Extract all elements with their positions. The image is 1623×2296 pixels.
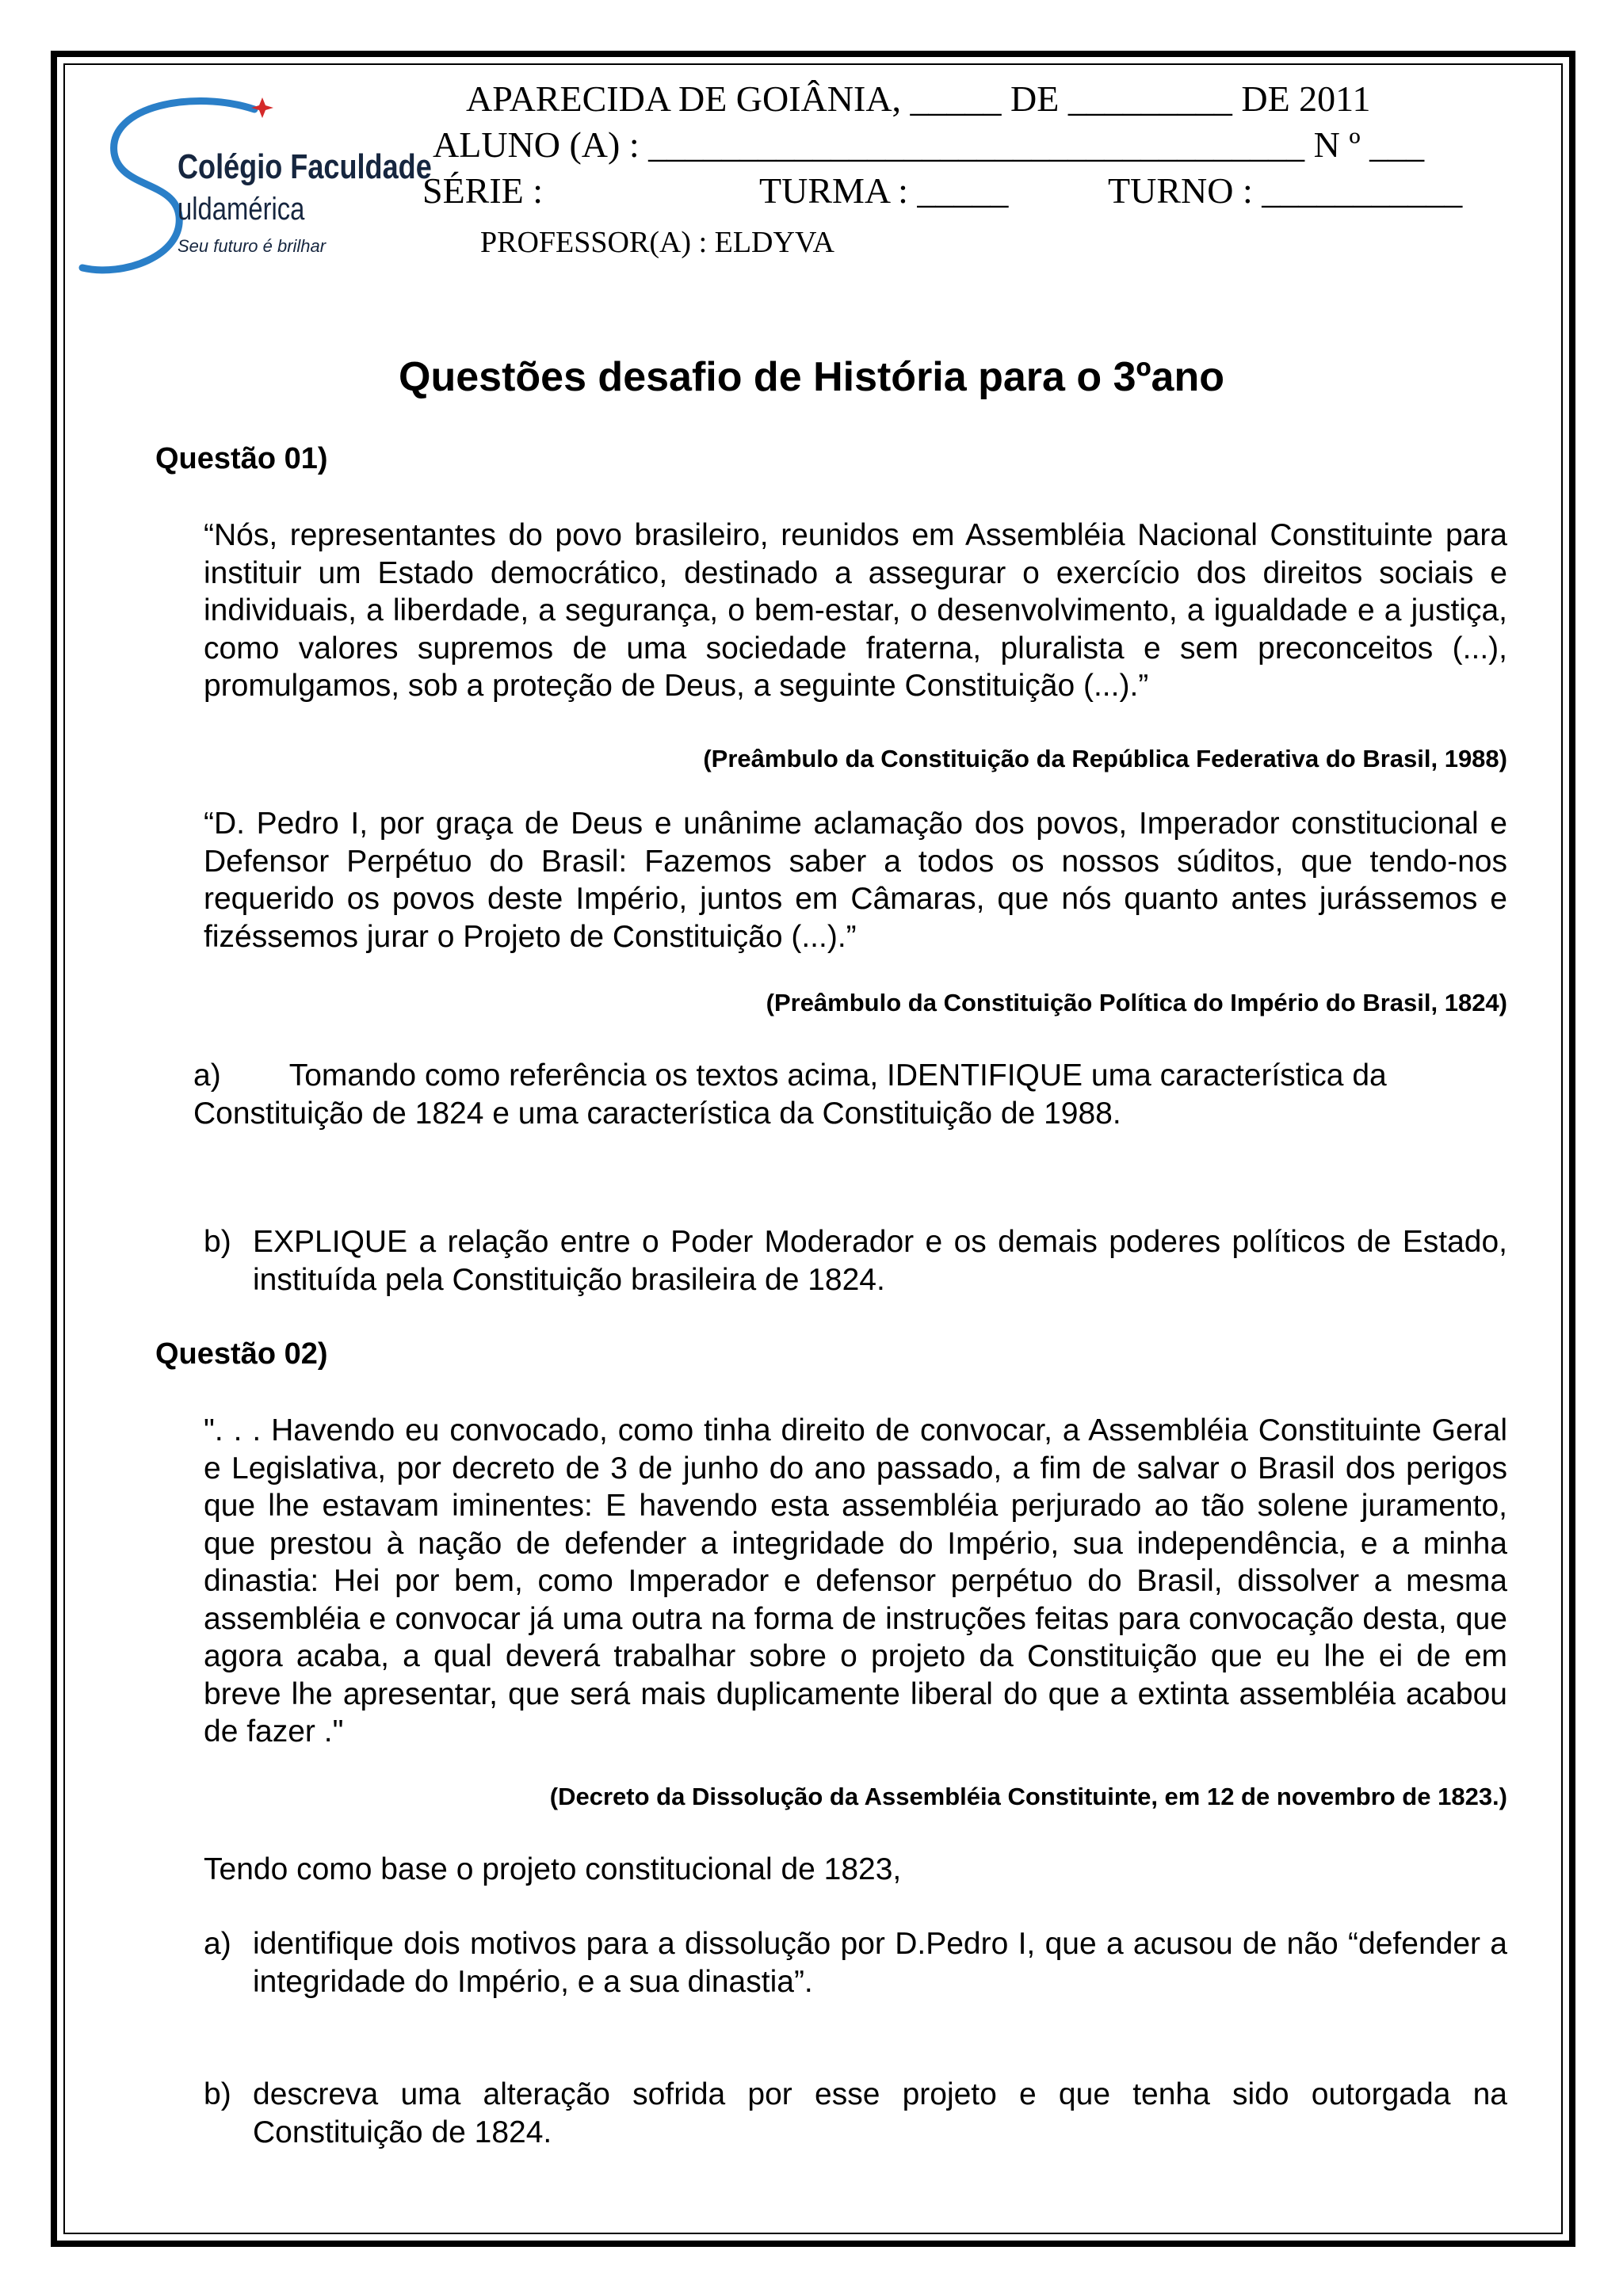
header-professor: PROFESSOR(A) : ELDYVA xyxy=(480,226,834,259)
logo-star-icon xyxy=(251,97,273,118)
question-02-heading: Questão 02) xyxy=(155,1337,328,1371)
logo-tagline: Seu futuro é brilhar xyxy=(178,236,327,256)
question-01-quote-1: “Nós, representantes do povo brasileiro, reunidos em Assembléia Nacional Constituinte para instituir um Estado democrático, destinado a assegurar o exercício dos direitos sociais e individuais, a liberdade, a segurança, o bem-estar, o desenvolvimento, a igualdade e a justiça, como valores supremos de uma sociedade fraterna, pluralista e sem preconceitos (...), promulgamos, sob a proteção de Deus, a seguinte Constituição (...).” xyxy=(204,518,1507,703)
item-text: identifique dois motivos para a dissolução por D.Pedro I, que a acusou de não “defender a integridade do Império, e a sua dinastia”. xyxy=(253,1927,1507,1999)
header-student-line: ALUNO (A) : ____________________________________ N º ___ xyxy=(433,124,1425,165)
item-text: descreva uma alteração sofrida por esse projeto e que tenha sido outorgada na Constituição de 1824. xyxy=(253,2077,1507,2149)
question-01-quote-2: “D. Pedro I, por graça de Deus e unânime aclamação dos povos, Imperador constitucional e Defensor Perpétuo do Brasil: Fazemos saber a todos os nossos súditos, que tendo-nos requerido os povos deste Império, juntos em Câmaras, que nós quanto antes jurássemos e fizéssemos jurar o Projeto de Constituição (...).” xyxy=(204,807,1507,954)
item-text: EXPLIQUE a relação entre o Poder Moderador e os demais poderes políticos de Estado, instituída pela Constituição brasileira de 1824. xyxy=(253,1225,1507,1297)
document-title: Questões desafio de História para o 3ºano xyxy=(399,354,1224,400)
header-turma: TURMA : _____ xyxy=(759,170,1009,211)
item-label: a) xyxy=(193,1058,221,1093)
question-01-heading: Questão 01) xyxy=(155,442,328,475)
item-text-continued: Constituição de 1824 e uma característica da Constituição de 1988. xyxy=(193,1096,1121,1131)
question-02-item-b xyxy=(204,2076,1507,2151)
question-02-item-a xyxy=(204,1925,1507,2000)
item-label: a) xyxy=(204,1927,231,1961)
question-02-citation: (Decreto da Dissolução da Assembléia Constituinte, em 12 de novembro de 1823.) xyxy=(549,1783,1507,1810)
item-text: Tomando como referência os textos acima, IDENTIFIQUE uma característica da xyxy=(288,1058,1387,1093)
question-01-item-b xyxy=(204,1223,1507,1299)
header-turno: TURNO : ___________ xyxy=(1108,170,1463,211)
question-01-item-a xyxy=(193,1057,1525,1132)
item-label: b) xyxy=(204,1225,231,1259)
question-01-citation-1: (Preâmbulo da Constituição da República Federativa do Brasil, 1988) xyxy=(703,745,1507,772)
question-01-citation-2: (Preâmbulo da Constituição Política do Império do Brasil, 1824) xyxy=(766,989,1507,1016)
question-02-quote: ". . . Havendo eu convocado, como tinha direito de convocar, a Assembléia Constituinte Geral e Legislativa, por decreto de 3 de junho do ano passado, a fim de salvar o Brasil dos perigos que lhe estavam iminentes: E havendo esta assembléia perjurado ao tão solene juramento, que prestou à nação de defender a integridade do Império, sua independência, e a minha dinastia: Hei por bem, como Imperador e defensor perpétuo do Brasil, dissolver a mesma assembléia e convocar já uma outra na forma de instruções feitas para convocação desta, que agora acaba, a qual deverá trabalhar sobre o projeto da Constituição que eu lhe ei de em breve lhe apresentar, que será mais duplicamente liberal do que a extinta assembléia acabou de fazer ." xyxy=(204,1413,1507,1749)
item-label: b) xyxy=(204,2077,231,2111)
logo-title: Colégio Faculdade xyxy=(178,147,432,186)
logo-subtitle: uldamérica xyxy=(178,192,305,227)
question-02-intro: Tendo como base o projeto constitucional de 1823, xyxy=(204,1852,902,1886)
header-date-line: APARECIDA DE GOIÂNIA, _____ DE _________ DE 2011 xyxy=(466,78,1371,119)
school-logo xyxy=(76,93,432,284)
header-serie: SÉRIE : xyxy=(422,170,544,211)
